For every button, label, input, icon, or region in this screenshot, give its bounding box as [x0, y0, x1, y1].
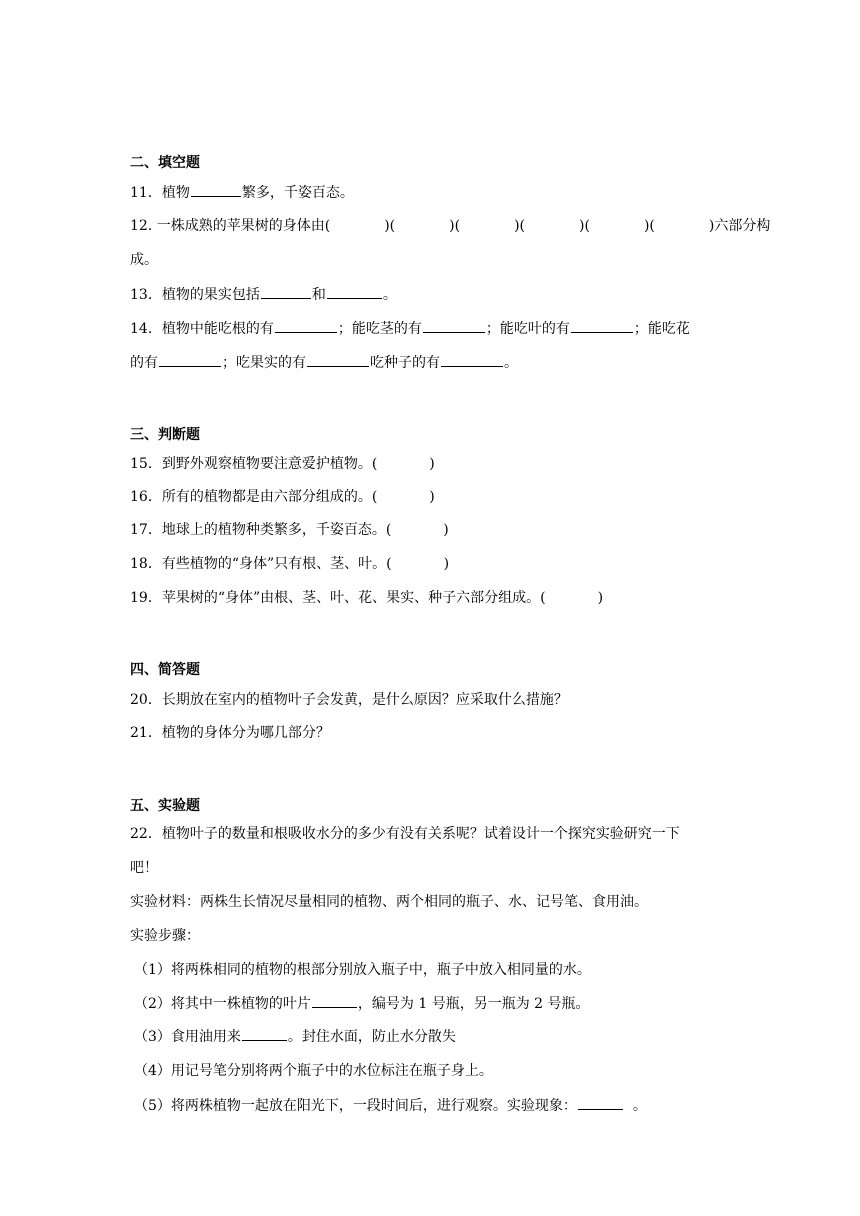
- question-14: 14．植物中能吃根的有 ；能吃茎的有 ；能吃叶的有 ；能吃花: [130, 318, 690, 338]
- question-18: 18．有些植物的“身体”只有根、茎、叶。( ): [130, 556, 450, 572]
- question-22: 22．植物叶子的数量和根吸收水分的多少有没有关系呢？试着设计一个探究实验研究一下: [130, 826, 680, 842]
- section-heading-judge: 三、判断题: [130, 427, 200, 443]
- experiment-steps-label: 实验步骤：: [130, 928, 200, 944]
- question-19: 19．苹果树的“身体”由根、茎、叶、花、果实、种子六部分组成。( ): [130, 590, 604, 606]
- question-21: 21．植物的身体分为哪几部分？: [130, 725, 330, 741]
- answer-blank[interactable]: [327, 284, 382, 299]
- experiment-step-2: （2）将其中一株植物的叶片 ，编号为 1 号瓶，另一瓶为 2 号瓶。: [134, 993, 590, 1013]
- answer-blank[interactable]: [312, 993, 357, 1008]
- answer-blank[interactable]: [571, 318, 633, 333]
- answer-blank[interactable]: [191, 182, 241, 197]
- question-13: 13．植物的果实包括 和 。: [130, 284, 397, 304]
- experiment-step-1: （1）将两株相同的植物的根部分别放入瓶子中，瓶子中放入相同量的水。: [134, 962, 591, 978]
- experiment-step-5: （5）将两株植物一起放在阳光下，一段时间后，进行观察。实验现象： 。: [134, 1095, 647, 1115]
- question-14-continued: 的有 ；吃果实的有 吃种子的有 。: [130, 352, 518, 372]
- section-heading-experiment: 五、实验题: [130, 798, 200, 814]
- answer-blank[interactable]: [261, 284, 311, 299]
- section-heading-fill: 二、填空题: [130, 155, 200, 171]
- experiment-materials: 实验材料：两株生长情况尽量相同的植物、两个相同的瓶子、水、记号笔、食用油。: [130, 894, 648, 910]
- section-heading-short: 四、简答题: [130, 662, 200, 678]
- answer-blank[interactable]: [578, 1095, 623, 1110]
- question-15: 15．到野外观察植物要注意爱护植物。( ): [130, 456, 435, 472]
- experiment-step-3: （3）食用油用来 。封住水面，防止水分散失: [134, 1026, 456, 1046]
- experiment-step-4: （4）用记号笔分别将两个瓶子中的水位标注在瓶子身上。: [134, 1063, 493, 1079]
- answer-blank[interactable]: [307, 352, 369, 367]
- answer-blank[interactable]: [423, 318, 485, 333]
- answer-blank[interactable]: [275, 318, 337, 333]
- question-16: 16．所有的植物都是由六部分组成的。( ): [130, 489, 435, 505]
- answer-blank[interactable]: [242, 1026, 287, 1041]
- question-11: 11．植物 繁多，千姿百态。: [130, 182, 354, 202]
- question-12-continued: 成。: [130, 252, 158, 268]
- question-17: 17．地球上的植物种类繁多，千姿百态。( ): [130, 522, 449, 538]
- question-12: 12. 一株成熟的苹果树的身体由( )( )( )( )( )( )六部分构: [130, 218, 771, 234]
- question-22-continued: 吧！: [130, 860, 158, 876]
- answer-blank[interactable]: [441, 352, 503, 367]
- question-20: 20．长期放在室内的植物叶子会发黄，是什么原因？应采取什么措施？: [130, 692, 568, 708]
- answer-blank[interactable]: [159, 352, 221, 367]
